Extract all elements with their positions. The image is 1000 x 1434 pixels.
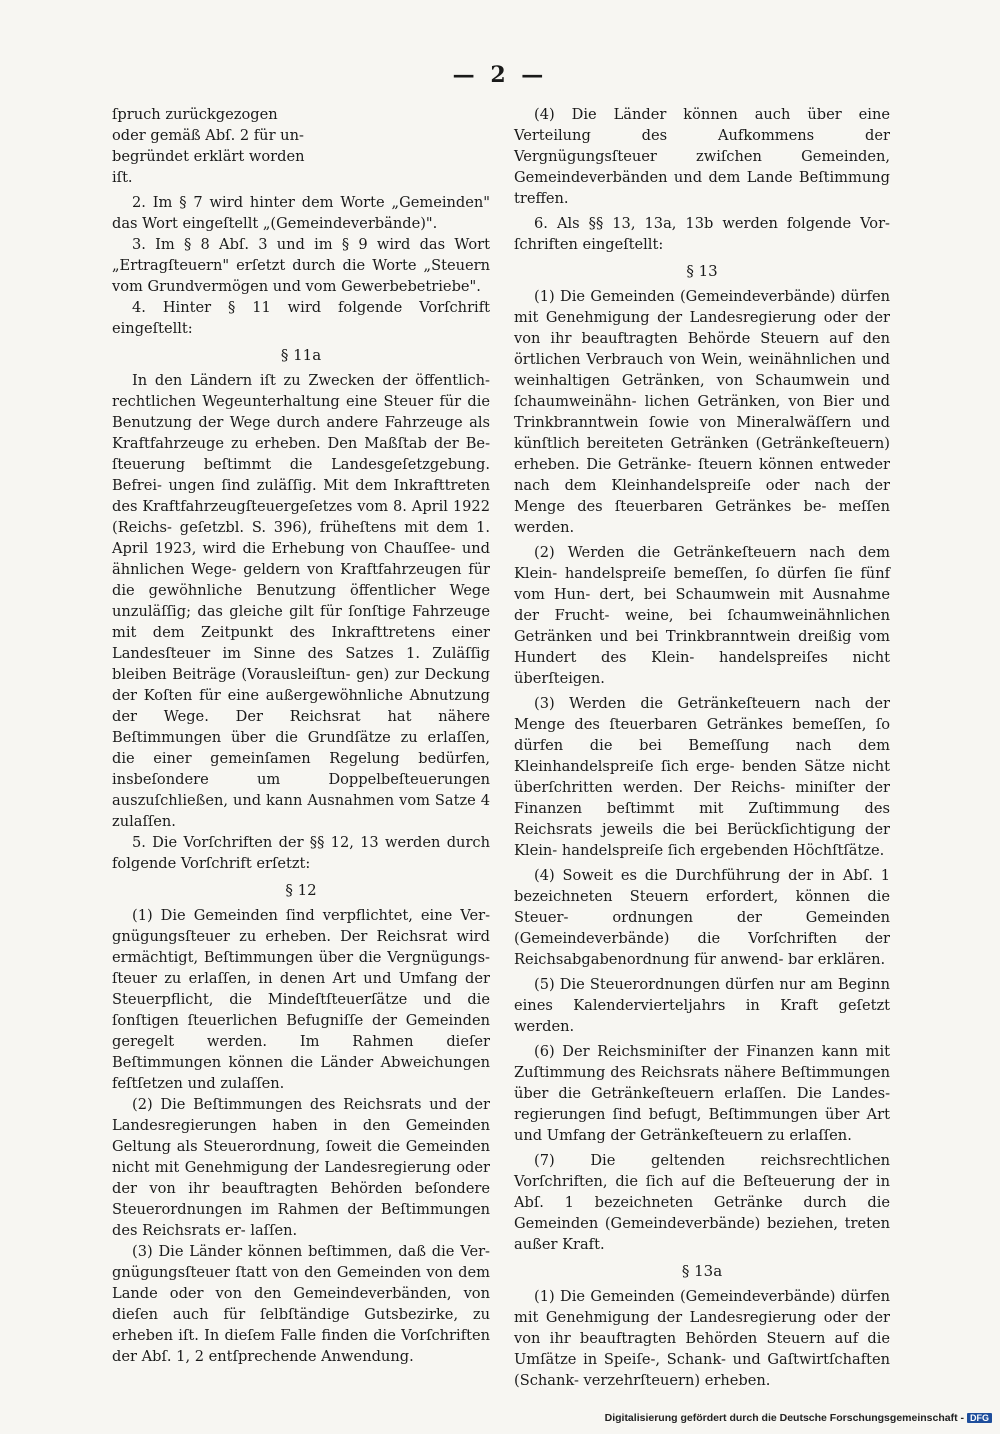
- paragraph: (4) Die Länder können auch über eine Verteilung des Aufkommens der Vergnügungsſteuer zwiſchen Gemeinden, Gemeindeverbänden und dem Lande Beſtimmung treffen.: [514, 106, 890, 207]
- paragraph: 3. Im § 8 Abſ. 3 und im § 9 wird das Wort „Ertragſteuern" erſetzt durch die Worte „Steuern vom Grundvermögen und vom Gewerbebetriebe".: [112, 236, 490, 295]
- section-heading: § 13a: [681, 1262, 723, 1280]
- paragraph: (3) Die Länder können beſtimmen, daß die Ver- gnügungsſteuer ſtatt von den Gemeinden von dem Lande oder von den Gemeindeverbänden, von dieſen auch für ſelbſtändige Gutsbezirke, zu erheben iſt. In dieſem Falle finden die Vorſchriften der Abſ. 1, 2 entſprechende Anwendung.: [112, 1243, 490, 1365]
- paragraph: (1) Die Gemeinden ſind verpflichtet, eine Ver- gnügungsſteuer zu erheben. Der Reichsrat wird ermächtigt, Beſtimmungen über die Vergnügungs- ſteuer zu erlaſſen, in denen Art und Umfang der Steuerpflicht, die Mindeſtſteuerſätze und die ſonſtigen ſteuerlichen Befugniſſe der Gemeinden geregelt werden. Im Rahmen dieſer Beſtimmungen können die Länder Abweichungen feſtſetzen und zulaſſen.: [112, 907, 490, 1092]
- paragraph: In den Ländern iſt zu Zwecken der öffentlich- rechtlichen Wegeunterhaltung eine Steuer für die Benutzung der Wege durch andere Fahrzeuge als Kraftfahrzeuge zu erheben. Den Maßſtab der Be- ſteuerung beſtimmt die Landesgeſetzgebung. Befrei- ungen ſind zuläſſig. Mit dem Inkrafttreten des Kraftfahrzeugſteuergeſetzes vom 8. April 1922 (Reichs- geſetzbl. S. 396), früheſtens mit dem 1. April 1923, wird die Erhebung von Chauſſee- und ähnlichen Wege- geldern von Kraftfahrzeugen für die gewöhnliche Benutzung öffentlicher Wege unzuläſſig; das gleiche gilt für ſonſtige Fahrzeuge mit dem Zeitpunkt des Inkrafttretens einer Landesſteuer im Sinne des Satzes 1. Zuläſſig bleiben Beiträge (Vorausleiſtun- gen) zur Deckung der Koſten für eine außergewöhnliche Abnutzung der Wege. Der Reichsrat hat nähere Beſtimmungen über die Grundſätze zu erlaſſen, die einer gemeinſamen Regelung bedürfen, insbeſondere um Doppelbeſteuerungen auszuſchließen, und kann Ausnahmen vom Satze 4 zulaſſen.: [112, 372, 490, 830]
- paragraph: 6. Als §§ 13, 13a, 13b werden folgende Vor- ſchriften eingeſtellt:: [514, 215, 890, 253]
- paragraph: (5) Die Steuerordnungen dürfen nur am Beginn eines Kalendervierteljahrs in Kraft geſetzt werden.: [514, 976, 890, 1035]
- footer-credit: [600, 1412, 992, 1424]
- paragraph: 5. Die Vorſchriften der §§ 12, 13 werden durch folgende Vorſchrift erſetzt:: [112, 834, 490, 872]
- paragraph: (3) Werden die Getränkeſteuern nach der Menge des ſteuerbaren Getränkes bemeſſen, ſo dürfen die bei Bemeſſung nach dem Kleinhandelspreiſe ſich erge- benden Sätze nicht überſchritten werden. Der Reichs- miniſter der Finanzen beſtimmt mit Zuſtimmung des Reichsrats jeweils die bei Berückſichtigung der Klein- handelspreiſe ſich ergebenden Höchſtſätze.: [514, 695, 890, 859]
- paragraph: (6) Der Reichsminiſter der Finanzen kann mit Zuſtimmung des Reichsrats nähere Beſtimmungen über die Getränkeſteuern erlaſſen. Die Landes- regierungen ſind befugt, Beſtimmungen über Art und Umfang der Getränkeſteuern zu erlaſſen.: [514, 1043, 890, 1144]
- paragraph: (2) Werden die Getränkeſteuern nach dem Klein- handelspreiſe bemeſſen, ſo dürfen ſie fünf vom Hun- dert, bei Schaumwein mit Ausnahme der Frucht- weine, bei ſchaumweinähnlichen Getränken und bei Trinkbranntwein dreißig vom Hundert des Klein- handelspreiſes nicht überſteigen.: [514, 544, 890, 687]
- left-column: [112, 104, 490, 1367]
- dfg-logo-icon: DFG: [967, 1413, 992, 1423]
- paragraph: ſpruch zurückgezogen oder gemäß Abſ. 2 für un- begründet erklärt worden iſt.: [112, 106, 305, 186]
- paragraph: 4. Hinter § 11 wird folgende Vorſchrift eingeſtellt:: [112, 299, 490, 337]
- paragraph: (4) Soweit es die Durchführung der in Abſ. 1 bezeichneten Steuern erfordert, können die Steuer- ordnungen der Gemeinden (Gemeindeverbände) die Vorſchriften der Reichsabgabenordnung für anwend- bar erklären.: [514, 867, 890, 968]
- footer-text: Digitalisierung gefördert durch die Deutsche Forschungsgemeinschaft -: [604, 1412, 964, 1424]
- paragraph: 2. Im § 7 wird hinter dem Worte „Gemeinden" das Wort eingeſtellt „(Gemeindeverbände)".: [112, 194, 490, 232]
- paragraph: (2) Die Beſtimmungen des Reichsrats und der Landesregierungen haben in den Gemeinden Geltung als Steuerordnung, ſoweit die Gemeinden nicht mit Genehmigung der Landesregierung oder der von ihr beauftragten Behörden beſondere Steuerordnungen im Rahmen der Beſtimmungen des Reichsrats er- laſſen.: [112, 1096, 490, 1239]
- right-column: [514, 104, 890, 1391]
- section-heading: § 12: [285, 881, 317, 899]
- section-heading: § 13: [686, 262, 718, 280]
- paragraph: (1) Die Gemeinden (Gemeindeverbände) dürfen mit Genehmigung der Landesregierung oder der von ihr beauftragten Behörde Steuern auf den örtlichen Verbrauch von Wein, weinähnlichen und weinhaltigen Getränken, von Schaumwein und ſchaumweinähn- lichen Getränken, von Bier und Trinkbranntwein ſowie von Mineralwäſſern und künſtlich bereiteten Getränken (Getränkeſteuern) erheben. Die Getränke- ſteuern können entweder nach dem Kleinhandelspreiſe oder nach der Menge des ſteuerbaren Getränkes be- meſſen werden.: [514, 288, 890, 536]
- paragraph: (1) Die Gemeinden (Gemeindeverbände) dürfen mit Genehmigung der Landesregierung oder der von ihr beauftragten Behörden Steuern auf die Umſätze in Speiſe-, Schank- und Gaſtwirtſchaften (Schank- verzehrſteuern) erheben.: [514, 1288, 890, 1389]
- page-number: — 2 —: [452, 62, 548, 88]
- section-heading: § 11a: [280, 346, 322, 364]
- paragraph: (7) Die geltenden reichsrechtlichen Vorſchriften, die ſich auf die Beſteuerung der in Abſ. 1 bezeichneten Getränke durch die Gemeinden (Gemeindeverbände) beziehen, treten außer Kraft.: [514, 1152, 890, 1253]
